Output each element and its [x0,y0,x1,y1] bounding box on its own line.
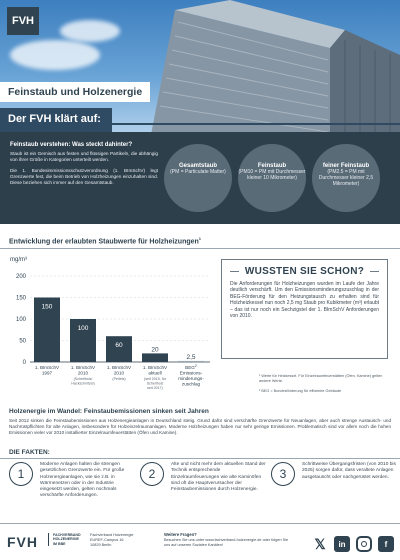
x-tick-label: 1. BImSchV [70,365,96,370]
footer-logo-subtitle [48,533,81,546]
fact-box-rule [230,271,239,272]
fact-box-title: WUSSTEN SIE SCHON? [244,266,365,277]
x-tick-sublabel: (Pellets) [112,377,126,381]
footer-logo: FVH [7,534,38,550]
fact-number: 3 [271,462,295,486]
staubwerte-bar-chart [0,252,215,402]
linkedin-icon[interactable]: in [334,536,350,552]
bar-5 [178,361,204,362]
circle-text: (PM10 = PM mit Durchmesser kleiner 10 Mikrometer) [238,169,306,181]
circle-title: feiner Feinstaub [322,163,370,169]
footer-sub-line: HOLZENERGIE [53,537,79,542]
footer-questions [164,533,294,547]
band-label: Der FVH klärt auf: [0,108,112,132]
x-tick-label: aktuell [148,370,162,376]
footer-address [90,533,133,547]
facts-label: DIE FAKTEN: [9,449,50,456]
footer-sub-line: FACHVERBAND [53,533,81,537]
fact-box-header [230,266,379,277]
fact-text: Schrittweise Übergangsfristen (von 2010 bis 2025) sorgen dafür, dass veraltete Anlagen ausgetauscht oder nachgerüstet werden. [302,462,396,480]
y-tick-label: 50 [19,338,26,345]
fact-box [221,259,388,359]
circle-text: (PM2.5 = PM mit Durchmesser kleiner 2,5 Mikrometer) [318,169,374,187]
footnote-1: ¹ Werte für Heizkessel. Für Einzelraumfeuerstätten (Öfen, Kamine) gelten andere Werte. [259,374,383,383]
panel-paragraph-1: Staub ist ein Gemisch aus festen und flüssigen Partikeln, die abhängig von ihrer Größe in Kategorien unterteilt werden. [10,151,158,162]
footnote-2: ² BEG = Bundesförderung für effiziente Gebäude [259,389,342,393]
footer-divider [0,523,400,524]
y-axis-label: mg/m³ [10,257,27,263]
x-tick-sup: 2 [194,364,197,368]
panel-text [10,142,158,191]
chart-section-title-sup: 1 [198,236,202,241]
circle-gesamtstaub [164,144,232,212]
bottom-paragraph: Seit 2012 sinken die Feinstaubemissionen aus Holzenergieanlagen in Deutschland stetig. Grund dafür sind verschärfte Grenzwerte für Neuanlagen, aber auch strenge Austausch- und Nachrüstpflichten für alte Anlagen, insbesondere für Holzeinzelraumanlagen. Moderne Holzheizungen haben nur sehr geringe Emissionen. Problematisch sind vor allem noch die hohen Emissionen vieler vor 2010 installierter Einzelraumfeuerstätten (Öfen und Kamine). [9,418,391,436]
x-tick-label: Emissions- [179,370,203,376]
x-tick-sublabel: Hackschnitzel) [71,381,95,386]
band-line [112,123,400,125]
x-tick-label: zuschlag [181,381,201,387]
address-line: 10829 Berlin [90,542,112,547]
page-title: Feinstaub und Holzenergie [0,82,150,102]
facts-divider [0,458,400,459]
chart-section-title-text: Entwicklung der erlaubten Staubwerte für Holzheizungen [9,238,199,246]
instagram-icon[interactable] [356,536,372,552]
fact-box-text: Die Anforderungen für Holzheizungen wurden im Laufe der Jahre deutlich verschärft. Um den Emissionsminderungszuschlag in der BEG-Förderung für den Heizungstausch zu erhalten sind für Holzheizkessel nun noch 2,5 mg Staub pro Kubikmeter (m³) erlaubt – das ist nur noch ein Sechzigstel der 1. BImSchV Anforderungen von 2010. [230,281,379,320]
bar-value-label: 60 [115,342,123,350]
footer-question-title: Weitere Fragen? [164,532,197,537]
bar-value-label: 100 [77,325,89,332]
facebook-icon[interactable]: f [378,536,394,552]
x-tick-label: BEG$^2$ [185,364,197,370]
x-tick-label: 1. BImSchV [34,365,60,370]
x-icon[interactable]: 𝕏 [314,535,326,552]
bar-value-label: 150 [41,303,53,311]
x-tick-sublabel: (seit 2015, für [144,377,166,381]
x-tick-label: 1997 [41,370,53,376]
section-divider [0,248,400,249]
y-tick-label: 150 [15,295,26,302]
x-tick-sublabel: (Scheitholz/ [73,377,93,381]
y-tick-label: 200 [15,274,26,280]
fact-text: Alte und nicht mehr dem aktuellen Stand der Technik entsprechende Einzelraumfeuerungen wie alte Kaminöfen sind oft die Hauptverursacher der Feinstaubemissionen durch Holzenergie. [171,462,266,493]
x-tick-sublabel: Scheitholz [146,381,164,386]
fact-number: 1 [9,462,33,486]
address-line: Fachverband Holzenergie [90,533,134,537]
fact-number: 2 [140,462,164,486]
y-tick-label: 0 [22,360,26,366]
bottom-heading: Holzenergie im Wandel: Feinstaubemissionen sinken seit Jahren [9,408,209,415]
bar-4 [142,353,168,362]
circle-feiner-feinstaub [312,144,380,212]
circle-title: Feinstaub [257,163,287,169]
x-tick-label: 2010 [113,370,125,376]
footnotes [259,374,391,399]
address-line: EUREF-Campus 16 [90,537,124,542]
x-tick-label: minderungs- [178,376,204,381]
circle-text: (PM = Particulate Matter) [170,169,226,175]
fact-text: Moderne Anlagen halten die strengen gesetzlichen Grenzwerte ein. Für große Holzenergieanlagen, wie sie z.B. in Wärmenetzen oder in der Industrie eingesetzt werden, gelten nochmals verschärfte Anforderungen. [40,462,125,499]
fvh-logo: FVH [7,7,39,35]
chart-section-title [9,236,201,245]
x-tick-sublabel: seit 2017) [147,385,163,390]
panel-heading: Feinstaub verstehen: Was steckt dahinter? [10,142,133,148]
footer-sub-line: IM BBE [53,541,66,546]
section-band [0,108,400,132]
info-panel [0,132,400,224]
bar-value-label: 20 [151,346,159,354]
x-tick-label: 1. BImSchV [106,365,132,370]
panel-paragraph-2: Die 1. Bundesimmissionsschutzverordnung (1. BImSchV) legt Grenzwerte fest, die beim Betrieb von Holzheizungen einzuhalten sind. Diese beziehen sich immer auf den Gesamtstaub. [10,168,158,185]
bar-value-label: 2,5 [186,353,196,361]
y-tick-label: 100 [15,317,26,323]
x-tick-label: 1. BImSchV [142,365,168,370]
circle-feinstaub [238,144,306,212]
fact-box-rule [370,271,379,272]
footer-question-text: Besuchen Sie uns unter www.fachverband-holzenergie.de oder folgen Sie uns auf unseren Sozialen Kanälen! [164,537,289,547]
circle-title: Gesamtstaub [178,163,217,169]
x-tick-label: 2010 [77,370,89,376]
